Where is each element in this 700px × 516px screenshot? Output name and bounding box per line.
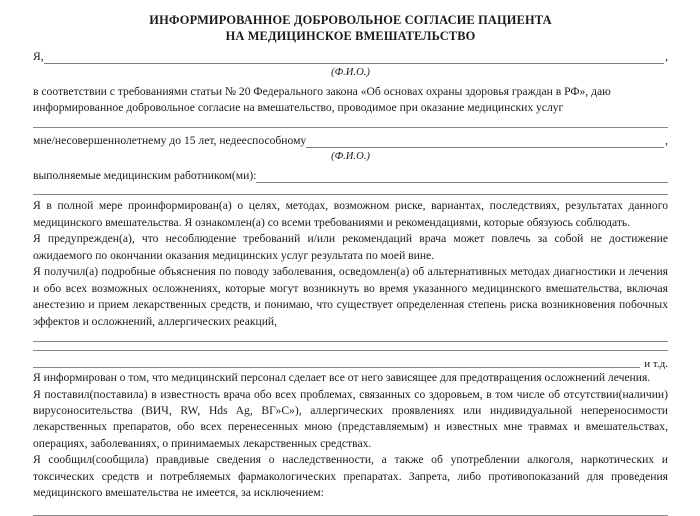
minor-name-field-row[interactable] (33, 133, 668, 150)
etc-marker-label: и т.д. (644, 358, 668, 371)
medical-worker-input[interactable] (256, 169, 668, 183)
page-title (33, 0, 668, 45)
patient-name-label: Я, (33, 49, 44, 63)
body-paragraph-6: Я сообщил(сообщила) правдивые сведения о наследственности, а также об употреблении алкоголя, наркотических и токсических средств и потребляемых фармакологических препаратах. Запрета, либо противопоказаний для проведения медицинского вмешательства не имеется, за исключением: (33, 453, 668, 500)
body-paragraph-1: Я в полной мере проинформирован(а) о целях, методах, возможном риске, вариантах, последствиях, результатах данного медицинского вмешательства. Я ознакомлен(а) со всеми требованиями и рекомендациями, которые обязуюсь соблюдать. (33, 199, 668, 229)
body-paragraph-5: Я поставил(поставила) в известность врача обо всех проблемах, связанных со здоровьем, в том числе об отсутствии(наличии) вирусоносительства (ВИЧ, RW, Hds Ag, ВГ»С»), аллергических проявлениях или индивидуальной непереносимости лекарственных препаратов, обо всех перенесенных мною (представляемым) и известных мне травмах и вмешательствах, операциях, заболеваниях, о принимаемых лекарственных средствах. (33, 387, 668, 450)
medical-worker-label: выполняемые медицинским работником(ми): (33, 168, 257, 182)
body-paragraph-2: Я предупрежден(а), что несоблюдение требований и/или рекомендаций врача может повлечь за собой не достижение ожидаемого по окончании оказания медицинских услуг результата по моей вине. (33, 232, 668, 262)
minor-name-input[interactable] (306, 134, 664, 148)
intro-paragraph-line-1: в соответствии с требованиями статьи № 20 Федерального закона «Об основах охраны здоровья граждан в РФ», даю (33, 84, 611, 98)
freeform-rule-3-row[interactable] (33, 357, 668, 371)
patient-name-field-row[interactable] (33, 49, 668, 66)
intro-paragraph-line-2: информированное добровольное согласие на вмешательство, проводимое при оказание медицинских услуг (33, 101, 564, 115)
medical-worker-field-row[interactable] (33, 168, 668, 185)
title-line-secondary: НА МЕДИЦИНСКОЕ ВМЕШАТЕЛЬСТВО (225, 29, 476, 44)
title-line-primary: ИНФОРМИРОВАННОЕ ДОБРОВОЛЬНОЕ СОГЛАСИЕ ПАЦИЕНТА (149, 13, 552, 27)
minor-name-trailing-comma: , (665, 133, 668, 147)
minor-name-caption: (Ф.И.О.) (331, 151, 370, 163)
patient-name-input[interactable] (44, 50, 664, 64)
body-paragraph-4: Я информирован о том, что медицинский персонал сделает все от него зависящее для предотвращения осложнений лечения. (33, 371, 651, 385)
patient-name-caption: (Ф.И.О.) (331, 67, 370, 79)
body-paragraph-3: Я получил(а) подробные объяснения по поводу заболевания, осведомлен(а) об альтернативных методах диагностики и лечения и обо всех возможных осложнениях, которые могут возникнуть во время указанного медицинского вмешательства, включая анестезию и прием лекарственных средств, и понимаю, что существует определенная степень риска возникновения побочных эффектов и осложнений, аллергических реакций, (33, 265, 668, 328)
freeform-rule-3[interactable] (33, 367, 640, 368)
patient-name-trailing-comma: , (665, 49, 668, 63)
minor-name-label: мне/несовершеннолетнему до 15 лет, недееспособному (33, 133, 307, 147)
